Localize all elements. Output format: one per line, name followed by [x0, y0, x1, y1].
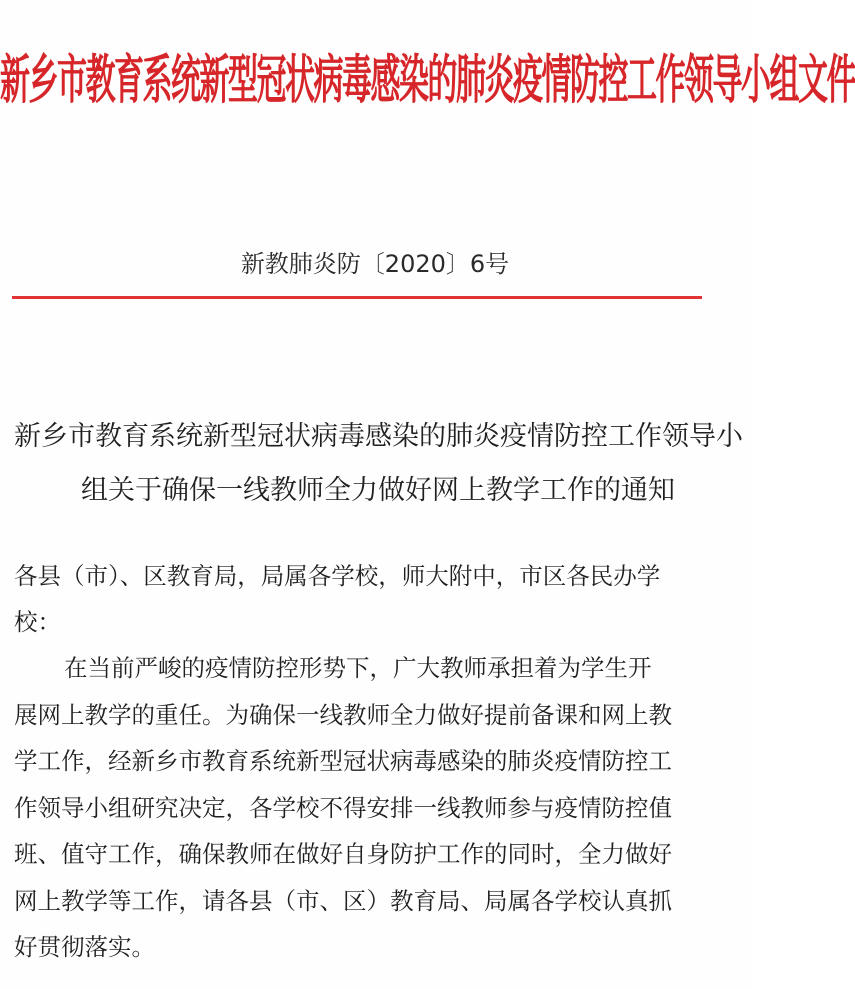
body-line: 作领导小组研究决定，各学校不得安排一线教师参与疫情防控值: [14, 793, 672, 822]
body-line: 好贯彻落实。: [14, 933, 155, 961]
document-number: 新教肺炎防〔2020〕6号: [240, 250, 510, 278]
body-line: 网上教学等工作，请各县（市、区）教育局、局属各学校认真抓: [14, 886, 672, 915]
notice-title-line: 新乡市教育系统新型冠状病毒感染的肺炎疫情防控工作领导小: [14, 421, 743, 452]
notice-title: [14, 410, 742, 518]
red-divider-line: [12, 296, 702, 299]
body-line: 学工作，经新乡市教育系统新型冠状病毒感染的肺炎疫情防控工: [14, 747, 672, 775]
document-masthead: 新乡市教育系统新型冠状病毒感染的肺炎疫情防控工作领导小组文件: [0, 50, 855, 112]
addressee-line: 校：: [14, 608, 61, 636]
notice-title-line: 组关于确保一线教师全力做好网上教学工作的通知: [81, 475, 675, 506]
body-line: 班、值守工作，确保教师在做好自身防护工作的同时，全力做好: [14, 840, 672, 868]
addressee-line: 各县（市）、区教育局，局属各学校，师大附中，市区各民办学: [14, 562, 661, 590]
addressee: [14, 553, 744, 645]
body-line: 在当前严峻的疫情防控形势下，广大教师承担着为学生开: [64, 654, 652, 682]
notice-body: [14, 645, 744, 971]
body-line: 展网上教学的重任。为确保一线教师全力做好提前备课和网上教: [14, 700, 672, 729]
